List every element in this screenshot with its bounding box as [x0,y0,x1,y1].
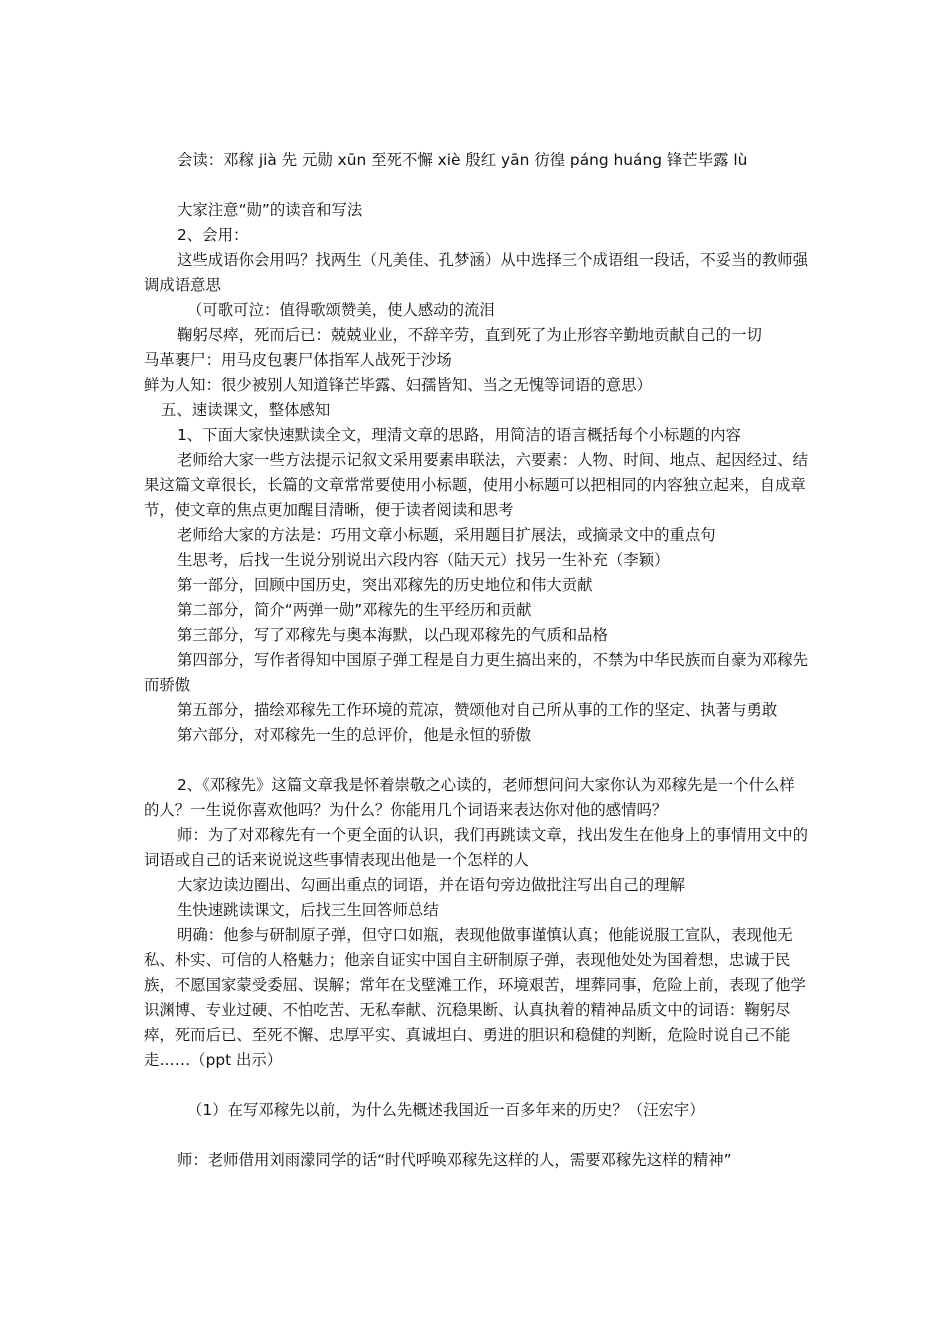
paragraph: 马革裹尸：用马皮包裹尸体指军人战死于沙场 [144,351,452,369]
paragraph: 大家边读边圈出、勾画出重点的词语，并在语句旁边做批注写出自己的理解 [177,876,685,894]
paragraph-clarify: 明确：他参与研制原子弹，但守口如瓶，表现他做事谨慎认真；他能说服工宣队，表现他无私、朴实、可信的人格魅力；他亲自证实中国自主研制原子弹，表现他处处为国着想，忠诚于民族，不愿国家蒙受委屈、误解；常年在戈壁滩工作，环境艰苦，埋葬同事，危险上前，表现了他学识渊博、专业过硬、不怕吃苦、无私奉献、沉稳果断、认真执着的精神品质文中的词语：鞠躬尽瘁，死而后已、至死不懈、忠厚平实、真诚坦白、勇进的胆识和稳健的判断，危险时说自己不能走……（ppt 出示） [144,926,806,1069]
paragraph: 2、《邓稼先》这篇文章我是怀着崇敬之心读的，老师想问问大家你认为邓稼先是一个什么样的人？一生说你喜欢他吗？为什么？你能用几个词语来表达你对他的感情吗？ [144,776,795,819]
paragraph: 老师给大家的方法是：巧用文章小标题，采用题目扩展法，或摘录文中的重点句 [177,526,716,544]
paragraph: 老师给大家一些方法提示记叙文采用要素串联法，六要素：人物、时间、地点、起因经过、结果这篇文章很长，长篇的文章常常要使用小标题，使用小标题可以把相同的内容独立起来，自成章节，使文章的焦点更加醒目清晰，便于读者阅读和思考 [144,451,809,519]
paragraph-part-3: 第三部分，写了邓稼先与奥本海默，以凸现邓稼先的气质和品格 [177,626,608,644]
paragraph: 鲜为人知：很少被别人知道锋芒毕露、妇孺皆知、当之无愧等词语的意思） [144,376,652,394]
paragraph-reading: 会读：邓稼 jià 先 元勋 xūn 至死不懈 xiè 殷红 yān 彷徨 páng huáng 锋芒毕露 lù [177,151,748,169]
paragraph: 师：老师借用刘雨濛同学的话“时代呼唤邓稼先这样的人，需要邓稼先这样的精神” [177,1151,732,1169]
paragraph: 师：为了对邓稼先有一个更全面的认识，我们再跳读文章，找出发生在他身上的事情用文中的词语或自己的话来说说这些事情表现出他是一个怎样的人 [144,826,809,869]
paragraph-heading-use: 2、会用： [177,226,249,244]
paragraph-part-1: 第一部分，回顾中国历史，突出邓稼先的历史地位和伟大贡献 [177,576,593,594]
paragraph: 生思考，后找一生说分别说出六段内容（陆天元）找另一生补充（李颖） [177,551,670,569]
paragraph: 1、下面大家快速默读全文，理清文章的思路，用简洁的语言概括每个小标题的内容 [177,426,741,444]
paragraph-part-6: 第六部分，对邓稼先一生的总评价，他是永恒的骄傲 [177,726,531,744]
paragraph: 生快速跳读课文，后找三生回答师总结 [177,901,439,919]
paragraph: 这些成语你会用吗？找两生（凡美佳、孔梦涵）从中选择三个成语组一段话，不妥当的教师强调成语意思 [144,251,809,294]
paragraph-note: 大家注意“勋”的读音和写法 [177,201,363,219]
paragraph-part-4: 第四部分，写作者得知中国原子弹工程是自力更生搞出来的，不禁为中华民族而自豪为邓稼先而骄傲 [144,651,809,694]
paragraph: （可歌可泣：值得歌颂赞美，使人感动的流泪 [187,301,495,319]
document-body [144,148,809,1173]
paragraph-part-2: 第二部分，简介“两弹一勋”邓稼先的生平经历和贡献 [177,601,532,619]
paragraph: 鞠躬尽瘁，死而后已：兢兢业业，不辞辛劳，直到死了为止形容辛勤地贡献自己的一切 [177,326,762,344]
section-heading: 五、速读课文，整体感知 [161,401,331,419]
paragraph-part-5: 第五部分，描绘邓稼先工作环境的荒凉，赞颂他对自己所从事的工作的坚定、执著与勇敢 [177,701,778,719]
paragraph-question: （1）在写邓稼先以前，为什么先概述我国近一百多年来的历史？（汪宏宇） [187,1101,705,1119]
